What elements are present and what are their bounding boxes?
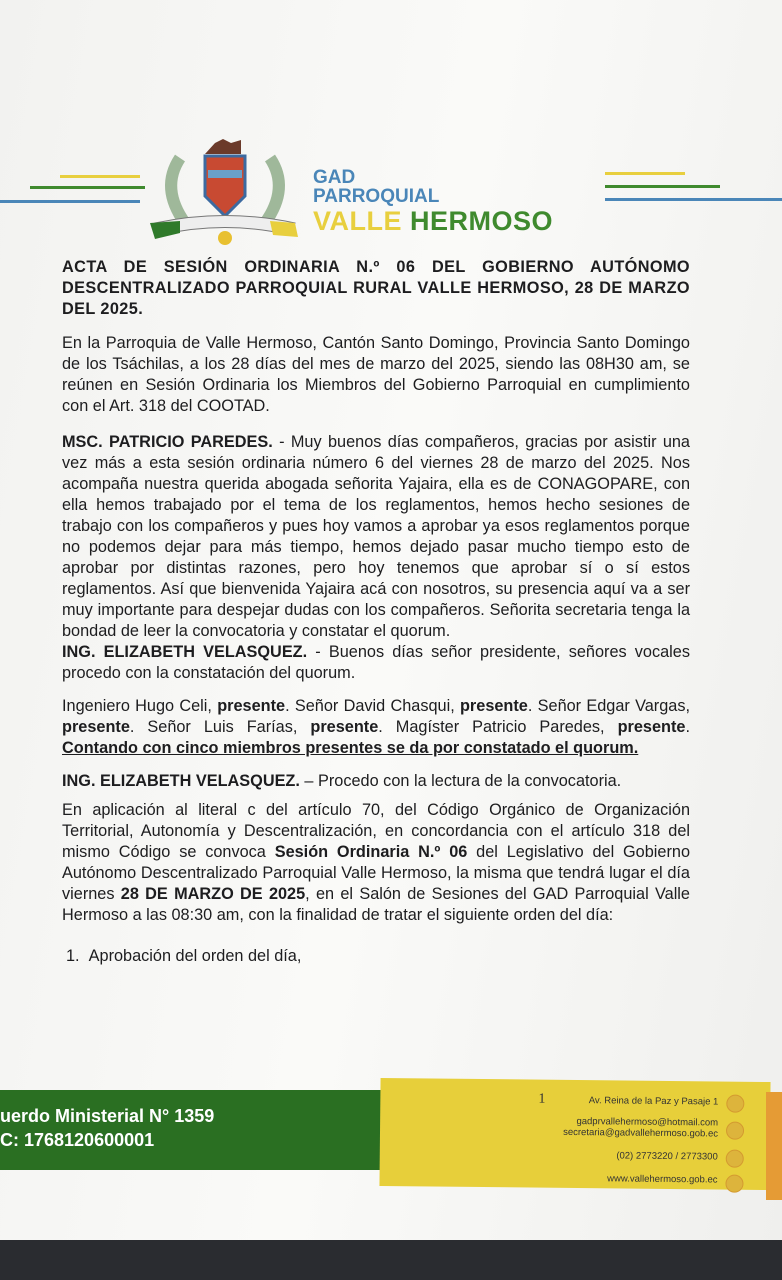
- header-line: [605, 185, 720, 188]
- bold: 28 DE MARZO DE 2025: [120, 885, 306, 903]
- speaker-name: MSC. PATRICIO PAREDES.: [62, 433, 273, 451]
- phone-icon: [726, 1150, 744, 1168]
- quorum-statement: Contando con cinco miembros presentes se da por constatado el quorum.: [62, 739, 639, 757]
- ruc-number: C: 1768120600001: [0, 1130, 155, 1150]
- header-line: [60, 175, 140, 178]
- location-icon: [726, 1095, 744, 1113]
- speech-text: – Procedo con la lectura de la convocatoria.: [299, 772, 622, 790]
- page-number: 1: [538, 1091, 546, 1107]
- brand-hermoso: HERMOSO: [410, 206, 554, 236]
- text: En aplicación al literal c del artículo 70, del Código Orgánico de Organización Territorial, Autonomía y Descentralización, en concordancia con el artículo 318 del mismo Código se convoca: [62, 801, 690, 861]
- background-surface: [0, 1240, 782, 1280]
- bold: Sesión Ordinaria N.º 06: [274, 843, 468, 861]
- document-body: [62, 257, 690, 967]
- brand-valle: VALLE: [313, 206, 402, 236]
- email-hotmail: gadprvallehermoso@hotmail.com: [576, 1116, 719, 1129]
- footer-contact-band: [379, 1078, 770, 1190]
- header-line: [0, 200, 140, 203]
- speaker-name: ING. ELIZABETH VELASQUEZ.: [62, 772, 300, 790]
- phone: (02) 2773220 / 2773300: [616, 1150, 718, 1163]
- footer-orange-strip: [766, 1092, 782, 1200]
- document-title: ACTA DE SESIÓN ORDINARIA N.º 06 DEL GOBIERNO AUTÓNOMO DESCENTRALIZADO PARROQUIAL RURAL VALLE HERMOSO, 28 DE MARZO DEL 2025.: [62, 258, 690, 318]
- address: Av. Reina de la Paz y Pasaje 1: [588, 1095, 719, 1108]
- text: del Legislativo del Gobierno Autónomo Descentralizado Parroquial Valle Hermoso, la misma que tendrá lugar el día viernes: [62, 843, 690, 903]
- speaker-name: ING. ELIZABETH VELASQUEZ.: [62, 643, 308, 661]
- brand-line1: GAD: [313, 167, 356, 188]
- text: . Señor Edgar Vargas,: [527, 697, 690, 715]
- speech-text: - Muy buenos días compañeros, gracias por asistir una vez más a esta sesión ordinaria número 6 del viernes 28 de marzo del 2025. Nos acompaña nuestra querida abogada señorita Yajaira, ella es de CONAGOPARE, con ella hemos trabajado por el tema de los reglamentos, hemos hecho sesiones de trabajo con los compañeros y pues hoy vamos a aprobar ya esos reglamentos porque no podemos dejar para más tiempo, hemos dejado pasar mucho tiempo esto de aprobar por distintas razones, pero hoy tenemos que aprobar sí o sí estos reglamentos. Así que bienvenida Yajaira acá con nosotros, su presencia aquí va a ser muy importante para despejar dudas con los compañeros. Señorita secretaria tenga la bondad de leer la convocatoria y constatar el quorum.: [62, 433, 690, 640]
- text: . Magíster Patricio Paredes,: [378, 718, 618, 736]
- text: .: [685, 718, 690, 736]
- agenda-list-item: [62, 946, 690, 967]
- bold: presente: [62, 718, 130, 736]
- text: . Señor Luis Farías,: [129, 718, 311, 736]
- website: www.vallehermoso.gob.ec: [607, 1173, 718, 1186]
- speech-text: - Buenos días señor presidente, señores vocales procedo con la constatación del quorum.: [62, 643, 690, 682]
- footer-green-band: [0, 1090, 382, 1170]
- list-text: Aprobación del orden del día,: [88, 947, 302, 965]
- email-secretaria: secretaria@gadvallehermoso.gob.ec: [563, 1126, 719, 1140]
- paragraph-velasquez-reading: [62, 771, 690, 792]
- parish-coat-of-arms-logo: [150, 138, 300, 248]
- ministerial-agreement: uerdo Ministerial N° 1359: [0, 1106, 215, 1126]
- web-icon: [725, 1175, 743, 1193]
- header-line: [605, 198, 782, 201]
- list-number: 1.: [66, 947, 80, 965]
- header-line: [605, 172, 685, 175]
- text: Ingeniero Hugo Celi,: [62, 697, 218, 715]
- paragraph-velasquez-quorum: [62, 642, 690, 684]
- bold: presente: [459, 697, 528, 715]
- email-icon: [726, 1122, 744, 1140]
- paragraph-convocation: [62, 800, 690, 926]
- text: , en el Salón de Sesiones del GAD Parroquial Valle Hermoso a las 08:30 am, con la finalidad de tratar el siguiente orden del día:: [62, 885, 690, 924]
- brand-name: [313, 168, 553, 236]
- paragraph-paredes: [62, 432, 690, 642]
- text: . Señor David Chasqui,: [285, 697, 460, 715]
- header-line: [30, 186, 145, 189]
- brand-line2: PARROQUIAL: [313, 186, 440, 207]
- paragraph-attendance: [62, 696, 690, 759]
- bold: presente: [310, 718, 379, 736]
- bold: presente: [217, 697, 286, 715]
- paragraph-opening: En la Parroquia de Valle Hermoso, Cantón Santo Domingo, Provincia Santo Domingo de los Tsáchilas, a los 28 días del mes de marzo del 2025, siendo las 08H30 am, se reúnen en Sesión Ordinaria los Miembros del Gobierno Parroquial en cumplimiento con el Art. 318 del COOTAD.: [62, 334, 690, 415]
- bold: presente: [617, 718, 686, 736]
